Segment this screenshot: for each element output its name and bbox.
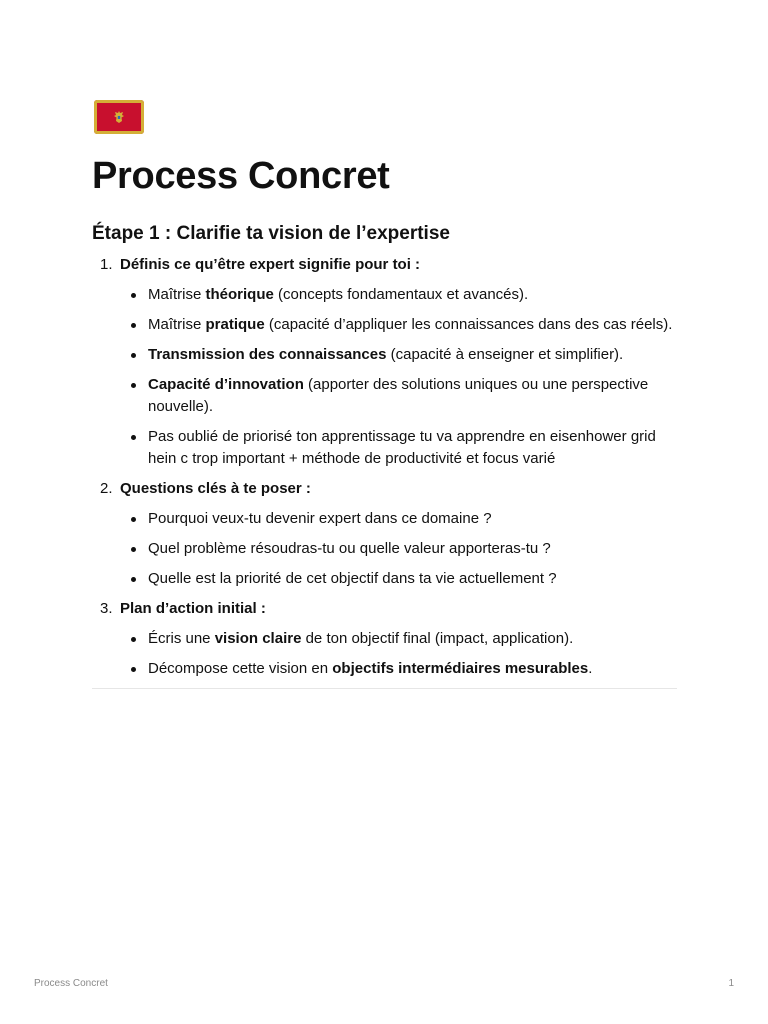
item-text: Maîtrise [148,316,206,333]
list-item [120,344,677,366]
page-number: 1 [728,978,734,989]
item-text-tail: (capacité à enseigner et simplifier). [386,346,624,363]
item-text: Décompose cette vision en [148,660,333,677]
item-text: Pas oublié de priorisé ton apprentissage tu va apprendre en eisenhower grid hein c trop important + méthode de productivité et focus varié [148,428,656,467]
list-item [120,508,677,530]
bullet-icon [131,517,136,522]
bullet-icon [131,667,136,672]
bullet-icon [131,577,136,582]
item-text: Maîtrise [148,286,206,303]
step-number: 3. [100,600,113,617]
bullet-list [120,508,677,590]
item-text-tail: . [588,660,593,677]
item-emphasis: pratique [205,316,265,333]
step-number: 1. [100,256,113,273]
bullet-icon [131,637,136,642]
step-item [92,478,677,590]
step-heading: Questions clés à te poser : [120,480,311,497]
steps-list [92,254,677,680]
bullet-list [120,628,677,680]
item-emphasis: Transmission des connaissances [148,346,387,363]
item-text: Quel problème résoudras-tu ou quelle valeur apporteras-tu ? [148,540,551,557]
eagle-emblem-icon [113,110,125,124]
item-text: Écris une [148,630,215,647]
step-item [92,598,677,680]
list-item [120,314,677,336]
item-emphasis: vision claire [214,630,302,647]
item-text-tail: de ton objectif final (impact, application). [301,630,574,647]
bullet-icon [131,353,136,358]
section-title: Étape 1 : Clarifie ta vision de l’expertise [92,223,450,244]
step-number: 2. [100,480,113,497]
bullet-icon [131,435,136,440]
bullet-icon [131,293,136,298]
footer-title: Process Concret [34,978,108,989]
item-emphasis: Capacité d’innovation [148,376,304,393]
list-item [120,658,677,680]
list-item [120,538,677,560]
item-emphasis: théorique [205,286,274,303]
step-heading: Plan d’action initial : [120,600,266,617]
bullet-icon [131,547,136,552]
list-item [120,426,677,470]
page-title: Process Concret [92,155,390,197]
divider [92,688,677,689]
item-text-tail: (capacité d’appliquer les connaissances dans des cas réels). [264,316,673,333]
list-item [120,628,677,650]
list-item [120,374,677,418]
item-text: Quelle est la priorité de cet objectif dans ta vie actuellement ? [148,570,557,587]
step-heading: Définis ce qu’être expert signifie pour toi : [120,256,421,273]
document-content [92,100,677,689]
item-text-tail: (apporter des solutions uniques ou une perspective nouvelle). [148,376,649,415]
bullet-icon [131,383,136,388]
item-text: Pourquoi veux-tu devenir expert dans ce domaine ? [148,510,492,527]
list-item [120,284,677,306]
bullet-list [120,284,677,470]
item-text-tail: (concepts fondamentaux et avancés). [273,286,529,303]
montenegro-flag-icon [94,100,144,134]
item-emphasis: objectifs intermédiaires mesurables [332,660,589,677]
step-item [92,254,677,470]
list-item [120,568,677,590]
bullet-icon [131,323,136,328]
